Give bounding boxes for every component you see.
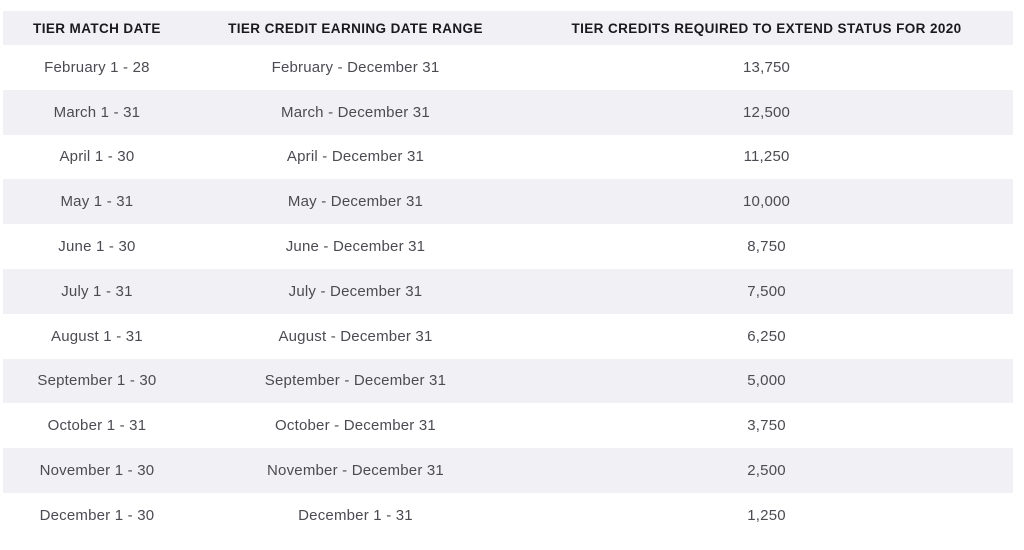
table-row: [3, 493, 1013, 538]
earning-range-cell: March - December 31: [281, 103, 430, 121]
table-row: [3, 179, 1013, 224]
table-row: [3, 448, 1013, 493]
match-date-cell: September 1 - 30: [37, 372, 157, 390]
match-date-cell: November 1 - 30: [39, 462, 155, 480]
earning-range-cell: November - December 31: [267, 462, 444, 480]
credits-cell: 2,500: [747, 462, 786, 480]
credits-cell: 11,250: [743, 148, 790, 166]
match-date-cell: July 1 - 31: [61, 282, 133, 300]
column-header-tier-match-date: TIER MATCH DATE: [33, 20, 161, 36]
match-date-cell: August 1 - 31: [51, 327, 143, 345]
credits-cell: 5,000: [747, 372, 786, 390]
table-row: [3, 135, 1013, 180]
table-header-row: [3, 11, 1013, 45]
credits-cell: 10,000: [743, 193, 791, 211]
match-date-cell: March 1 - 31: [53, 103, 141, 121]
earning-range-cell: April - December 31: [286, 148, 425, 166]
earning-range-cell: July - December 31: [288, 282, 423, 300]
earning-range-cell: August - December 31: [278, 327, 433, 345]
column-header-earning-date-range: TIER CREDIT EARNING DATE RANGE: [228, 20, 483, 36]
earning-range-cell: May - December 31: [287, 193, 424, 211]
credits-cell: 13,750: [743, 58, 791, 76]
credits-cell: 3,750: [747, 417, 786, 435]
table-row: [3, 224, 1013, 269]
earning-range-cell: September - December 31: [264, 372, 447, 390]
credits-cell: 12,500: [743, 103, 791, 121]
match-date-cell: April 1 - 30: [59, 148, 135, 166]
column-header-credits-required: TIER CREDITS REQUIRED TO EXTEND STATUS FOR 2020: [571, 20, 962, 36]
table-row: [3, 403, 1013, 448]
table-row: [3, 314, 1013, 359]
credits-cell: 6,250: [747, 327, 786, 345]
match-date-cell: May 1 - 31: [60, 193, 134, 211]
match-date-cell: February 1 - 28: [44, 58, 150, 76]
table-body: [3, 45, 1013, 538]
table-row: [3, 45, 1013, 90]
earning-range-cell: December 1 - 31: [298, 506, 413, 524]
earning-range-cell: October - December 31: [275, 417, 436, 435]
match-date-cell: June 1 - 30: [58, 238, 136, 256]
table-row: [3, 90, 1013, 135]
earning-range-cell: February - December 31: [271, 58, 440, 76]
tier-credits-table: [3, 11, 1013, 538]
credits-cell: 1,250: [747, 506, 786, 524]
credits-cell: 8,750: [747, 238, 786, 256]
earning-range-cell: June - December 31: [285, 238, 426, 256]
credits-cell: 7,500: [747, 282, 786, 300]
table-row: [3, 359, 1013, 404]
match-date-cell: December 1 - 30: [39, 506, 155, 524]
table-row: [3, 269, 1013, 314]
match-date-cell: October 1 - 31: [47, 417, 147, 435]
